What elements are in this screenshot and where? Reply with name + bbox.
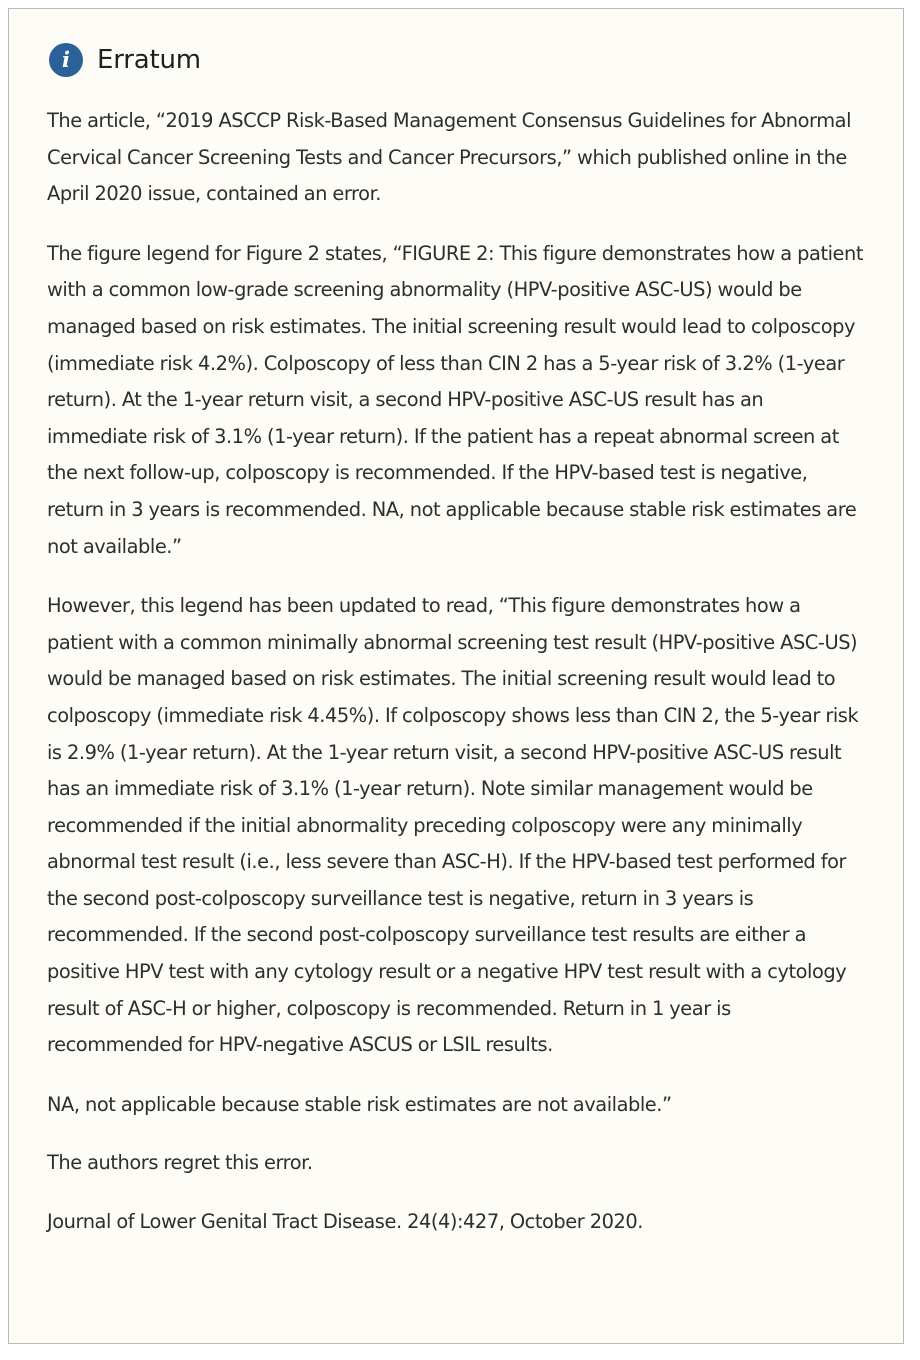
paragraph-original-legend: The figure legend for Figure 2 states, “FIGURE 2: This figure demonstrates how a patient with a common low-grade screening abnormality (HPV-positive ASC-US) would be managed based on risk estimates. The initial screening result would lead to colposcopy (immediate risk 4.2%). Colposcopy of less than CIN 2 has a 5-year risk of 3.2% (1-year return). At the 1-year return visit, a second HPV-positive ASC-US result has an immediate risk of 3.1% (1-year return). If the patient has a repeat abnormal screen at the next follow-up, colposcopy is recommended. If the HPV-based test is negative, return in 3 years is recommended. NA, not applicable because stable risk estimates are not available.” <box>47 241 864 558</box>
erratum-header <box>49 43 865 77</box>
journal-citation-link[interactable]: Journal of Lower Genital Tract Disease. 24(4):427, October 2020. <box>47 1210 643 1234</box>
erratum-body <box>47 103 865 1241</box>
paragraph-authors-regret: The authors regret this error. <box>47 1151 313 1175</box>
paragraph-original-article: The article, “2019 ASCCP Risk-Based Management Consensus Guidelines for Abnormal Cervical Cancer Screening Tests and Cancer Precursors,” which published online in the April 2020 issue, contained an error. <box>47 109 852 206</box>
paragraph-na-note: NA, not applicable because stable risk estimates are not available.” <box>47 1092 672 1116</box>
info-circle-icon <box>49 43 83 77</box>
info-icon-glyph: i <box>62 46 70 72</box>
erratum-page-frame <box>8 8 904 1344</box>
page-title: Erratum <box>97 45 201 75</box>
erratum-card <box>9 9 903 1343</box>
paragraph-updated-legend: However, this legend has been updated to read, “This figure demonstrates how a patient with a common minimally abnormal screening test result (HPV-positive ASC-US) would be managed based on risk estimates. The initial screening result would lead to colposcopy (immediate risk 4.45%). If colposcopy shows less than CIN 2, the 5-year risk is 2.9% (1-year return). At the 1-year return visit, a second HPV-positive ASC-US result has an immediate risk of 3.1% (1-year return). Note similar management would be recommended if the initial abnormality preceding colposcopy were any minimally abnormal test result (i.e., less severe than ASC-H). If the HPV-based test performed for the second post-colposcopy surveillance test is negative, return in 3 years is recommended. If the second post-colposcopy surveillance test results are either a positive HPV test with any cytology result or a negative HPV test result with a cytology result of ASC-H or higher, colposcopy is recommended. Return in 1 year is recommended for HPV-negative ASCUS or LSIL results. <box>47 594 859 1057</box>
